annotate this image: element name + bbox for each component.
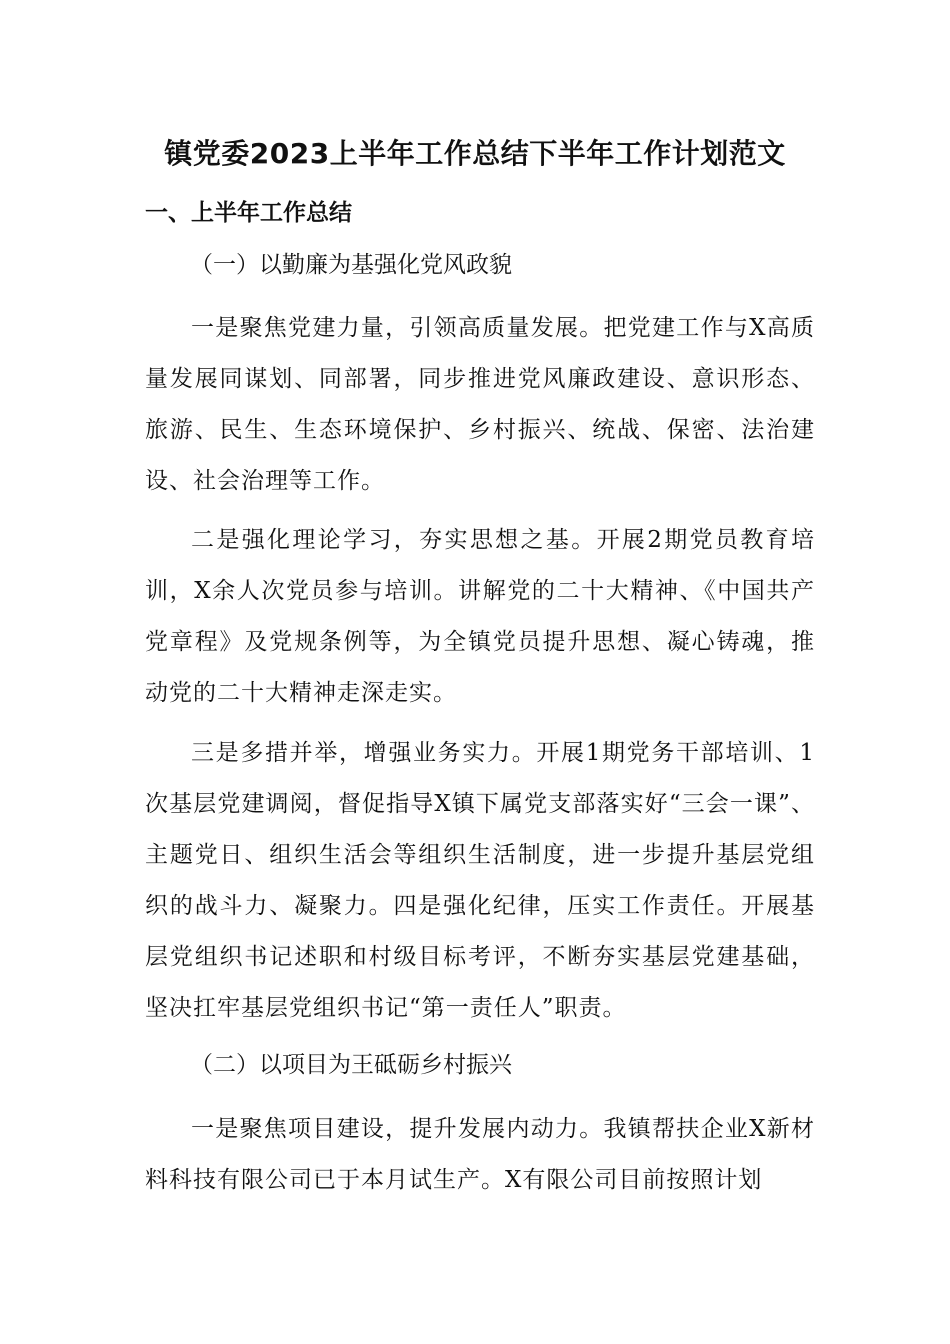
paragraph-4: 一是聚焦项目建设，提升发展内动力。我镇帮扶企业X新材料科技有限公司已于本月试生产。X有限公司目前按照计划 <box>145 1116 815 1193</box>
paragraph-3: 三是多措并举，增强业务实力。开展1期党务干部培训、1次基层党建调阅，督促指导X镇下属党支部落实好“三会一课”、主题党日、组织生活会等组织生活制度，进一步提升基层党组织的战斗力、凝聚力。四是强化纪律，压实工作责任。开展基层党组织书记述职和村级目标考评，不断夯实基层党建基础，坚决扛牢基层党组织书记“第一责任人”职责。 <box>145 740 815 1021</box>
paragraph-2: 二是强化理论学习，夯实思想之基。开展2期党员教育培训，X余人次党员参与培训。讲解党的二十大精神、《中国共产党章程》及党规条例等，为全镇党员提升思想、凝心铸魂，推动党的二十大精神走深走实。 <box>145 527 815 706</box>
document-title: 镇党委2023上半年工作总结下半年工作计划范文 <box>164 137 786 170</box>
paragraph-1: 一是聚焦党建力量，引领高质量发展。把党建工作与X高质量发展同谋划、同部署，同步推进党风廉政建设、意识形态、旅游、民生、生态环境保护、乡村振兴、统战、保密、法治建设、社会治理等工作。 <box>145 315 815 494</box>
section-heading-1: 一、上半年工作总结 <box>145 200 352 226</box>
subsection-heading-2: （二）以项目为王砥砺乡村振兴 <box>190 1052 512 1078</box>
subsection-heading-1: （一）以勤廉为基强化党风政貌 <box>190 252 512 278</box>
